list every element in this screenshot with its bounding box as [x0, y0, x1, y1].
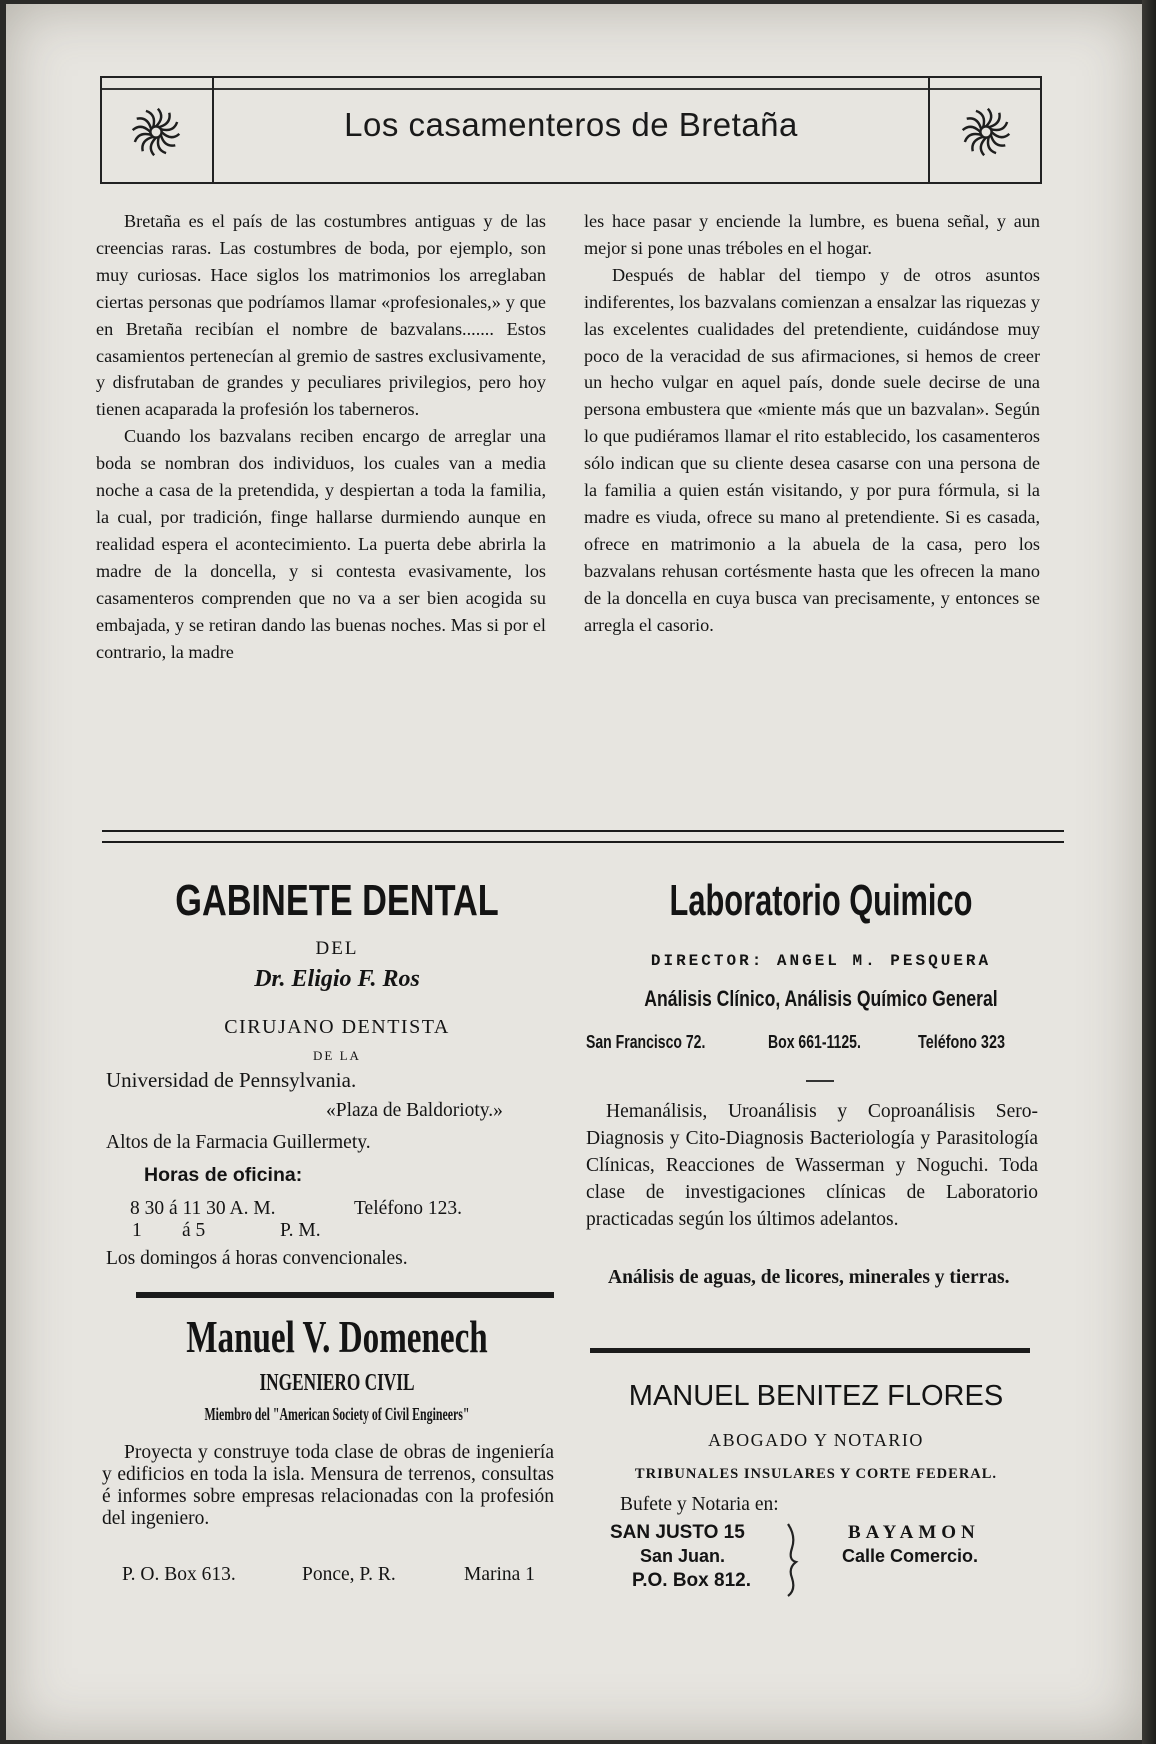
lab-waters-text: Análisis de aguas, de licores, minerales y tierras. — [608, 1267, 1010, 1288]
dental-hours-morning: 8 30 á 11 30 A. M. — [130, 1198, 276, 1219]
rosette-icon — [958, 104, 1014, 160]
section-divider — [102, 830, 1064, 843]
lab-phone: Teléfono 323 — [918, 1032, 1005, 1052]
lab-title: Laboratorio Quimico — [669, 876, 973, 925]
lab-address: San Francisco 72. — [586, 1032, 706, 1052]
domenech-city: Ponce, P. R. — [302, 1564, 396, 1585]
dental-hours-afternoon-from: 1 — [132, 1220, 142, 1241]
dental-de-la: DE LA — [313, 1048, 361, 1063]
dental-sundays: Los domingos á horas convencionales. — [106, 1248, 408, 1269]
lab-short-rule — [806, 1080, 834, 1082]
dental-hours-label: Horas de oficina: — [144, 1164, 303, 1186]
lab-body-text: Hemanálisis, Uroanálisis y Coproanálisis Sero-Diagnosis y Cito-Diagnosis Bacteriología y Parasitología Clínicas, Reacciones de Wasserman y Noguchi. Toda clase de investigaciones clínicas de Laboratorio practicadas según los últimos adelantos. — [586, 1101, 1038, 1230]
lab-waters — [602, 1264, 1038, 1291]
benitez-courts: TRIBUNALES INSULARES Y CORTE FEDERAL. — [634, 1466, 998, 1482]
dental-ad-title: GABINETE DENTAL — [175, 876, 499, 925]
domenech-title: INGENIERO CIVIL — [259, 1370, 415, 1396]
brace-separator — [784, 1522, 802, 1598]
article-paragraph: Después de hablar del tiempo y de otros asuntos indiferentes, los bazvalans comienzan a ensalzar las riquezas y las excelentes cualidades del pretendiente, cuidándose muy poco de la veracidad de sus afirmaciones, si hemos de creer un hecho vulgar en aquel país, donde suele decirse de una persona embustera que «miente más que un bazvalan». Según lo que pudiéramos llamar el rito establecido, los casamenteros sólo indican que su cliente desea casarse con una persona de la familia a quien están visitando, y por pura fórmula, si la madre es viuda, ofrece su mano al pretendiente. Si es casada, ofrece en matrimonio a la abuela de la casa, pero los bazvalans rehusan cortésmente hasta que les ofrecen la mano de la doncella en cuya busca van precisamente, y entonces se arregla el casorio. — [584, 264, 1041, 635]
domenech-name: Manuel V. Domenech — [186, 1311, 488, 1362]
domenech-body — [102, 1442, 554, 1530]
dental-hours-afternoon-to: á 5 — [182, 1220, 206, 1241]
lab-body — [586, 1098, 1038, 1233]
banner-inner-rule — [102, 88, 1040, 90]
page — [6, 4, 1142, 1740]
domenech-street: Marina 1 — [464, 1564, 535, 1585]
ad-divider — [136, 1292, 554, 1298]
ad-divider — [590, 1348, 1030, 1353]
dental-profession: CIRUJANO DENTISTA — [224, 1016, 450, 1038]
rosette-icon — [128, 104, 184, 160]
article-paragraph: Bretaña es el país de las costumbres antiguas y de las creencias raras. Las costumbres de boda, por ejemplo, son muy curiosas. Hace siglos los matrimonios los arreglaban ciertas personas que podríamos llamar «profesionales,» y que en Bretaña recibían el nombre de bazvalans....... Estos casamientos pertenecían al gremio de sastres exclusivamente, y disfrutaban de grandes y peculiares privilegios, pero hoy tienen acaparada la profesión los taberneros. — [96, 211, 546, 420]
article-title: Los casamenteros de Bretaña — [344, 106, 798, 143]
lab-services: Análisis Clínico, Análisis Químico General — [644, 986, 998, 1011]
domenech-body-text: Proyecta y construye toda clase de obras de ingeniería y edificios en toda la isla. Mensura de terrenos, consultas é informes sobre empresas relacionadas con la profesión del ingeniero. — [102, 1442, 554, 1529]
dental-university: Universidad de Pennsylvania. — [106, 1068, 357, 1092]
article-column-2 — [584, 208, 1040, 639]
benitez-name: MANUEL BENITEZ FLORES — [628, 1380, 1004, 1412]
dental-doctor-name: Dr. Eligio F. Ros — [254, 966, 420, 992]
dental-hours-afternoon-pm: P. M. — [280, 1220, 321, 1241]
dental-del: DEL — [315, 938, 359, 959]
benitez-bufete: Bufete y Notaria en: — [620, 1494, 779, 1515]
benitez-sanjuan-street: SAN JUSTO 15 — [610, 1522, 745, 1543]
lab-director: DIRECTOR: ANGEL M. PESQUERA — [650, 952, 992, 970]
scan-edge — [1142, 0, 1156, 1744]
benitez-title: ABOGADO Y NOTARIO — [708, 1430, 924, 1450]
domenech-membership: Miembro del "American Society of Civil Engineers" — [204, 1404, 470, 1424]
benitez-sanjuan-box: P.O. Box 812. — [632, 1570, 751, 1591]
domenech-box: P. O. Box 613. — [122, 1564, 236, 1585]
article-column-1 — [96, 208, 546, 665]
article-paragraph: les hace pasar y enciende la lumbre, es buena señal, y aun mejor si pone unas tréboles en el hogar. — [584, 211, 1040, 258]
benitez-bayamon-street: Calle Comercio. — [842, 1546, 979, 1566]
dental-altos: Altos de la Farmacia Guillermety. — [106, 1132, 371, 1153]
article-paragraph: Cuando los bazvalans reciben encargo de arreglar una boda se nombran dos individuos, los cuales van a media noche a casa de la pretendida, y despiertan a toda la familia, la cual, por tradición, finge hallarse durmiendo aunque en realidad espera el acontecimiento. La puerta debe abrirla la madre de la doncella, y si contesta evasivamente, los casamenteros comprenden que no va a ser bien acogida su embajada, y se retiran dando las buenas noches. Mas si por el contrario, la madre — [96, 426, 546, 662]
benitez-sanjuan-city: San Juan. — [640, 1546, 726, 1566]
dental-phone: Teléfono 123. — [354, 1198, 463, 1219]
dental-plaza: «Plaza de Baldorioty.» — [326, 1100, 503, 1121]
banner-right-rule — [928, 78, 930, 182]
benitez-bayamon-city: BAYAMON — [848, 1522, 980, 1543]
header-banner — [100, 76, 1042, 184]
lab-box: Box 661-1125. — [768, 1032, 861, 1052]
